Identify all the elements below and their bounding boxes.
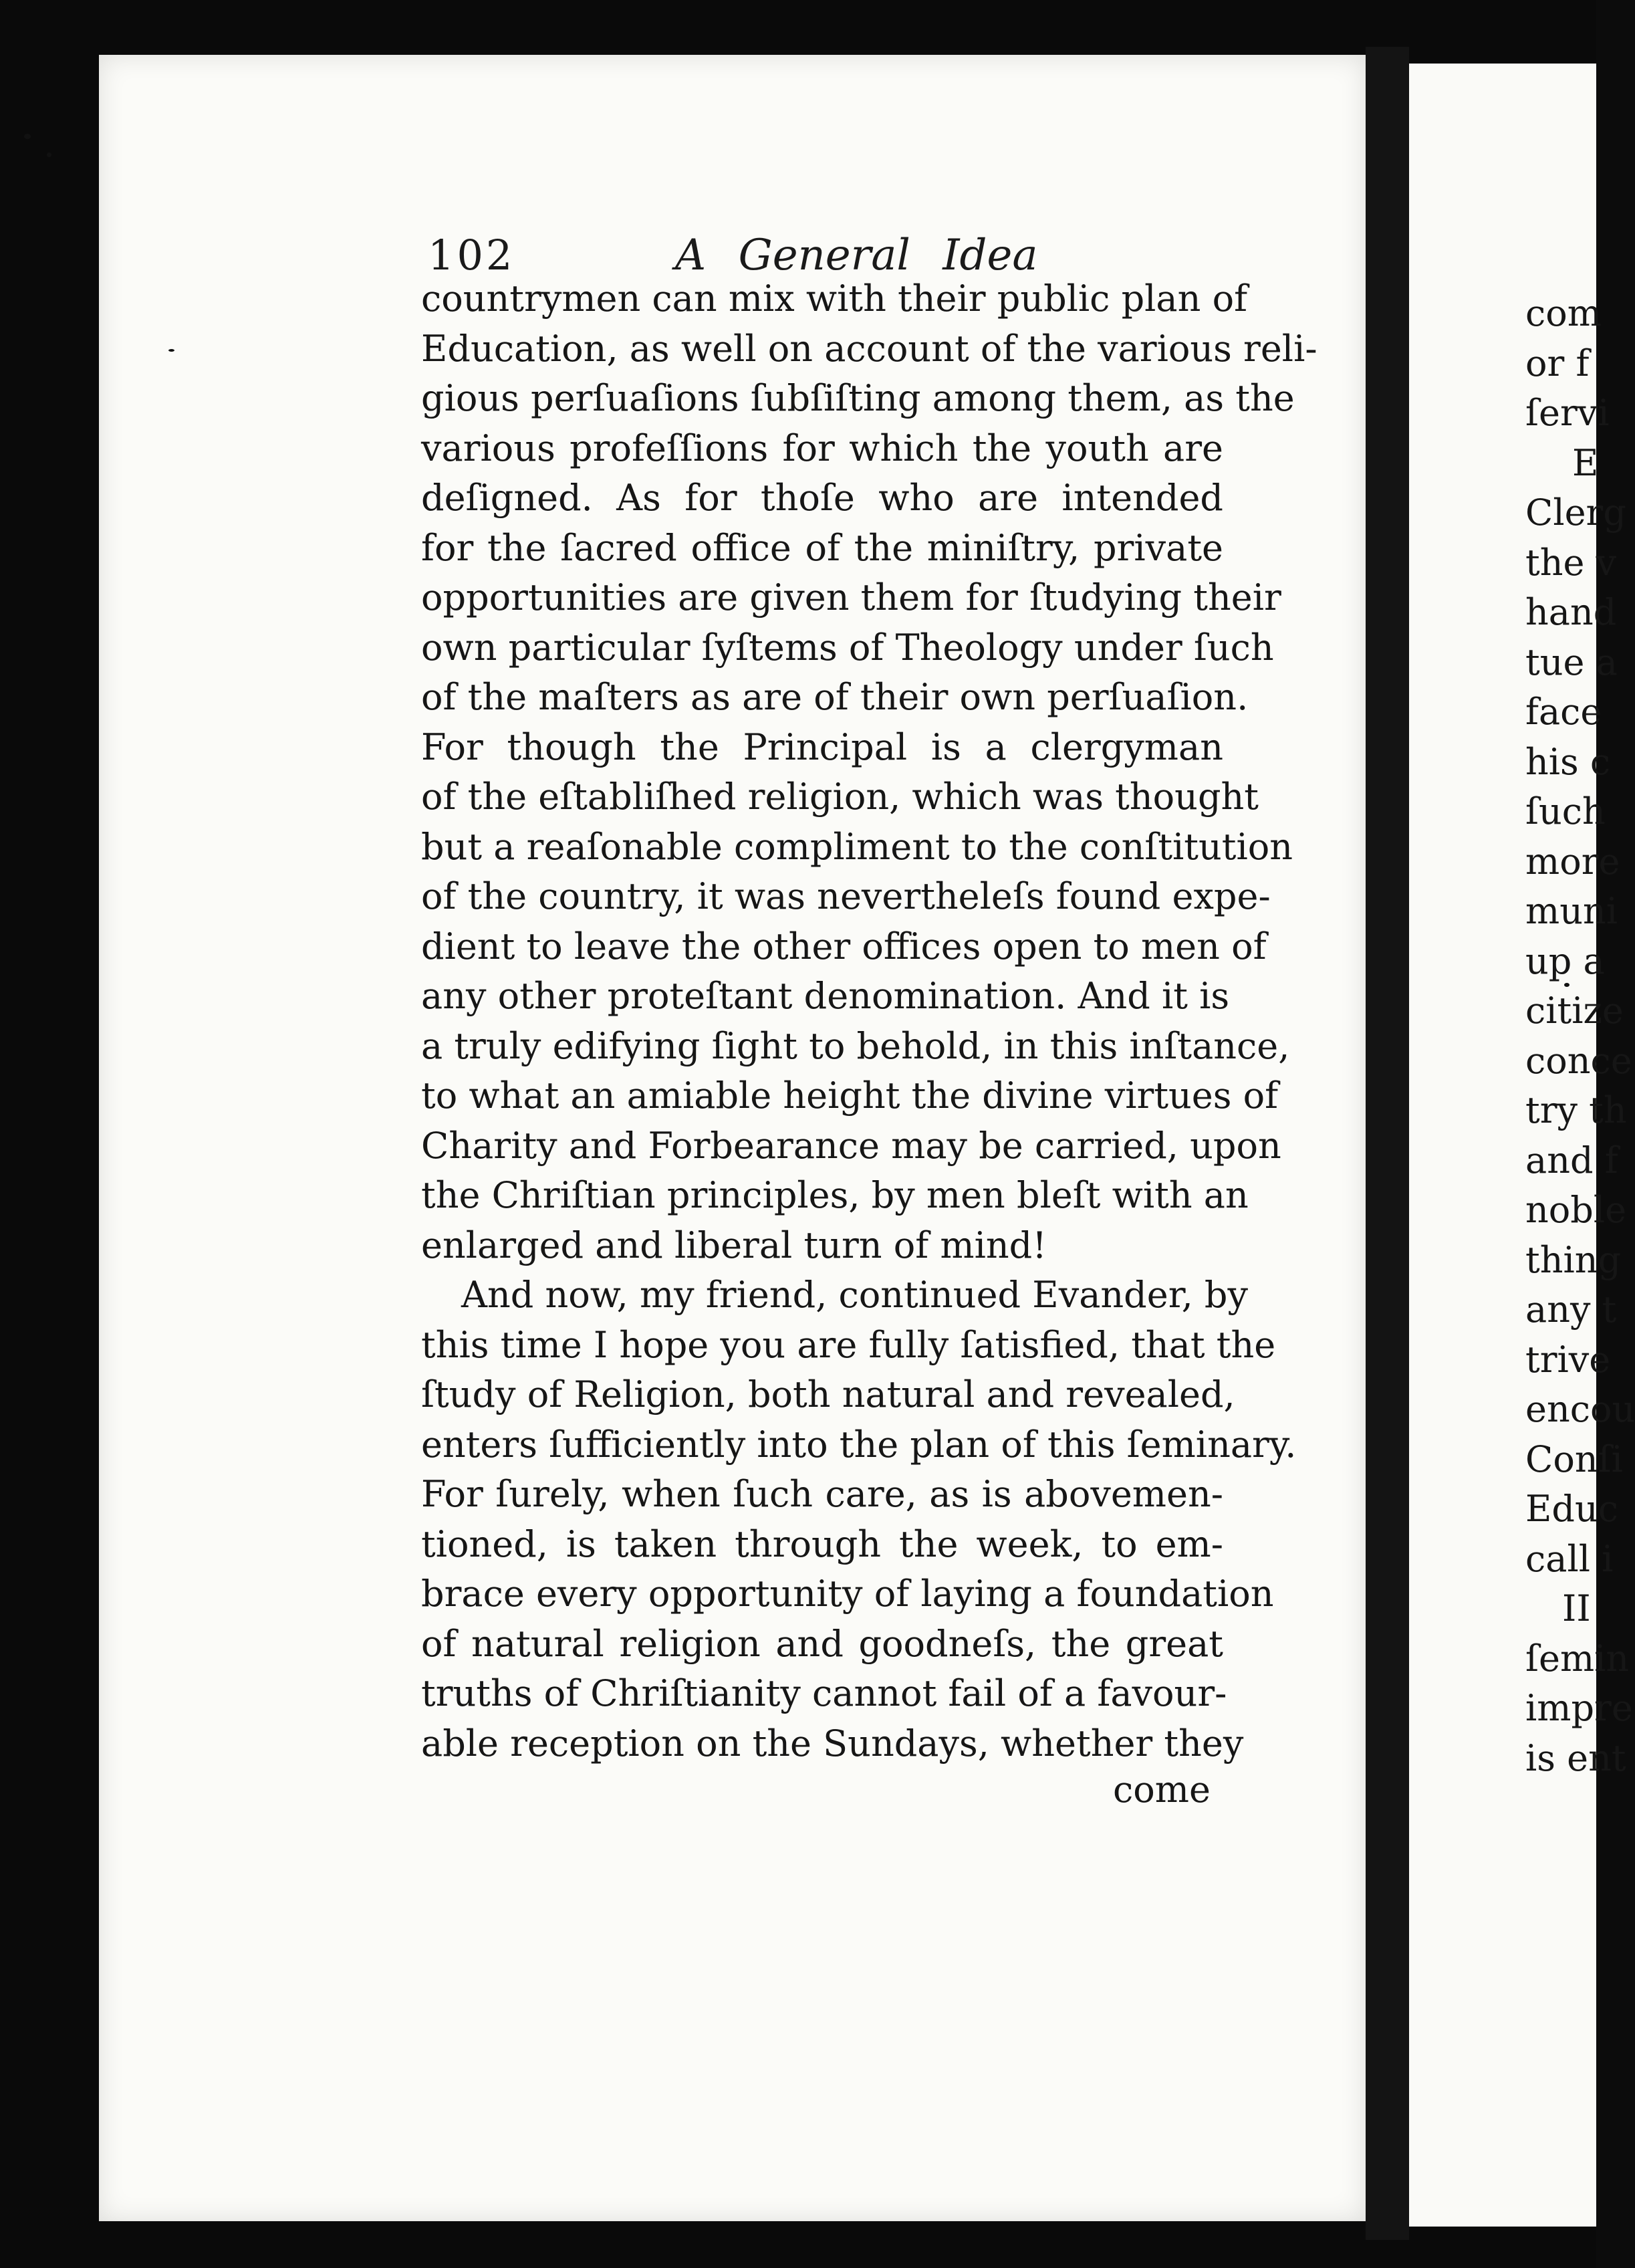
fragment-line: Clerg	[1525, 491, 1626, 534]
fragment-line: II	[1562, 1587, 1591, 1629]
fragment-line: is ent	[1525, 1736, 1626, 1779]
fragment-line: try th	[1525, 1089, 1627, 1131]
fragment-line: ſemin	[1525, 1637, 1630, 1680]
fragment-line: Conſi	[1525, 1438, 1623, 1480]
text-line: the Chriſtian principles, by men bleſt with an	[421, 1174, 1249, 1216]
fragment-line: com	[1525, 292, 1602, 334]
text-line: deſigned. As for thoſe who are intended	[421, 477, 1223, 519]
fragment-line: or f	[1525, 342, 1590, 384]
text-line: opportunities are given them for ſtudying their	[421, 576, 1281, 618]
text-line: various profeſſions for which the youth are	[421, 427, 1223, 469]
text-line: of the country, it was nevertheleſs found expe-	[421, 875, 1271, 917]
text-line: And now, my friend, continued Evander, by	[461, 1274, 1248, 1316]
fragment-line: up a	[1525, 939, 1605, 982]
right-page-fragment-text	[1525, 289, 1635, 1783]
text-line: of natural religion and goodneſs, the great	[421, 1622, 1223, 1665]
text-line: any other proteſtant denomination. And it is	[421, 975, 1230, 1017]
text-line: for the ſacred office of the miniſtry, private	[421, 526, 1223, 569]
text-line: but a reaſonable compliment to the conſtitution	[421, 825, 1293, 868]
text-line: Education, as well on account of the various reli-	[421, 327, 1317, 370]
page-number: 102	[428, 231, 515, 279]
fragment-line: call i	[1525, 1537, 1614, 1580]
fragment-line: thing	[1525, 1238, 1622, 1281]
fragment-line: conce	[1525, 1039, 1632, 1082]
fragment-line: ſuch	[1525, 790, 1606, 832]
fragment-line: his c	[1525, 740, 1611, 783]
film-speck	[47, 152, 51, 157]
text-line: own particular ſyſtems of Theology under ſuch	[421, 626, 1274, 669]
film-speck	[168, 349, 174, 352]
text-line: a truly edifying ſight to behold, in this inſtance,	[421, 1024, 1290, 1067]
fragment-line: the v	[1525, 541, 1617, 584]
fragment-line: ſervi	[1525, 392, 1610, 434]
text-line: tioned, is taken through the week, to em-	[421, 1522, 1223, 1565]
text-line: For though the Principal is a clergyman	[421, 725, 1223, 768]
fragment-line: trive	[1525, 1338, 1611, 1381]
running-head-title: A General Idea	[675, 231, 1038, 280]
text-line: gious perſuaſions ſubſiſting among them, as the	[421, 377, 1295, 419]
fragment-line: hand	[1525, 591, 1617, 633]
text-line: ſtudy of Religion, both natural and revealed,	[421, 1373, 1235, 1415]
fragment-line: any t	[1525, 1288, 1617, 1331]
fragment-line: tue a	[1525, 641, 1618, 683]
text-line: to what an amiable height the divine virtues of	[421, 1074, 1279, 1117]
text-line: of the maſters as are of their own perſuaſion.	[421, 676, 1249, 718]
text-line: dient to leave the other offices open to men of	[421, 925, 1267, 968]
fragment-line: impre	[1525, 1687, 1633, 1729]
text-line: truths of Chriſtianity cannot fail of a favour-	[421, 1672, 1227, 1714]
text-line: able reception on the Sundays, whether they	[421, 1722, 1244, 1765]
text-line: countrymen can mix with their public plan of	[421, 277, 1248, 320]
fragment-line: and f	[1525, 1139, 1618, 1181]
fragment-line: citize	[1525, 990, 1624, 1032]
left-page-body	[421, 274, 1317, 1769]
text-line: of the eſtabliſhed religion, which was thought	[421, 776, 1259, 818]
fragment-line: encou	[1525, 1388, 1635, 1430]
text-line: For ſurely, when ſuch care, as is abovemen-	[421, 1473, 1223, 1515]
fragment-line: face	[1525, 691, 1602, 733]
text-line: Charity and Forbearance may be carried, upon	[421, 1124, 1281, 1167]
fragment-line: Educ	[1525, 1488, 1619, 1530]
fragment-line: muni	[1525, 890, 1618, 932]
fragment-line: E	[1572, 441, 1599, 484]
text-line: enters ſufficiently into the plan of this ſeminary.	[421, 1423, 1297, 1466]
film-speck	[24, 134, 31, 139]
text-line: this time I hope you are fully ſatisfied, that the	[421, 1323, 1276, 1366]
page-gutter	[1366, 47, 1409, 2240]
text-line: brace every opportunity of laying a foundation	[421, 1573, 1274, 1615]
text-line: enlarged and liberal turn of mind!	[421, 1224, 1047, 1266]
fragment-line: more	[1525, 840, 1620, 883]
fragment-line: noble	[1525, 1189, 1627, 1231]
catchword: come	[1113, 1769, 1211, 1811]
